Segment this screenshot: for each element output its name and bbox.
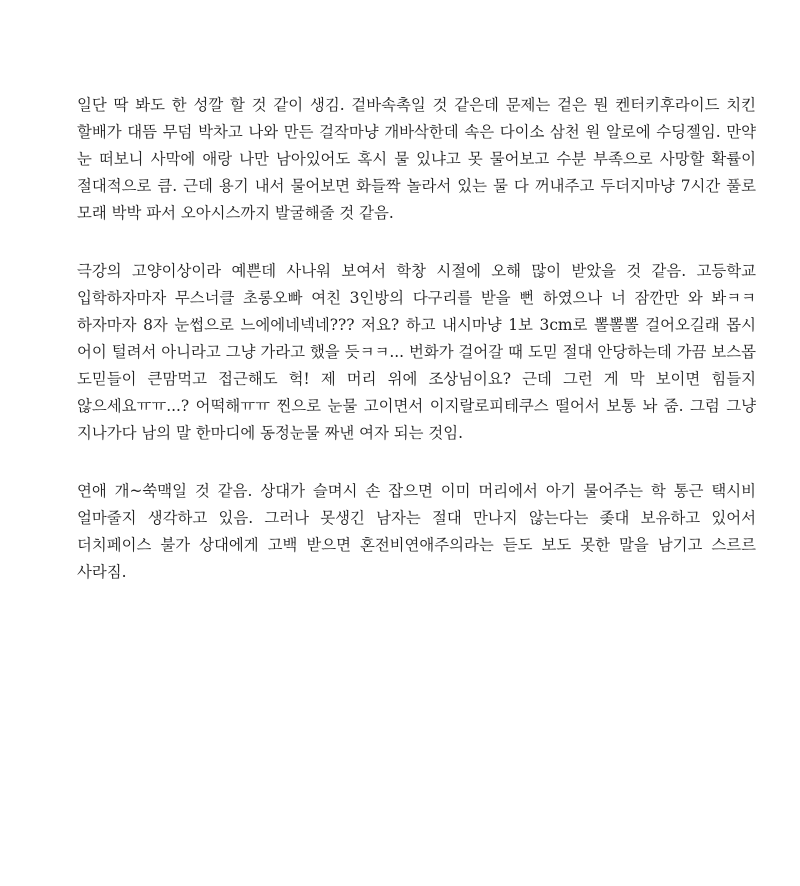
paragraph-3: 연애 개~쑥맥일 것 같음. 상대가 슬며시 손 잡으면 이미 머리에서 아기 물어주는 학 통근 택시비 얼마줄지 생각하고 있음. 그러나 못생긴 남자는 절대 만나지 않는다는 좆대 보유하고 있어서 더치페이스 불가 상대에게 고백 받으면 혼전비연애주의라는 듣도 보도 못한 말을 남기고 스르르 사라짐.: [77, 482, 756, 581]
paragraph-2: 극강의 고양이상이라 예쁜데 사나워 보여서 학창 시절에 오해 많이 받았을 것 같음. 고등학교 입학하자마자 무스너클 초롱오빠 여친 3인방의 다구리를 받을 뻔 하였으나 너 잠깐만 와 봐ㅋㅋ 하자마자 8자 눈썹으로 느에에네넥네??? 저요? 하고 내시마냥 1보 3cm로 뽈뽈뽈 걸어오길래 몹시 어이 털려서 아니라고 그냥 가라고 했을 듯ㅋㅋ... 번화가 걸어갈 때 도믿 절대 안당하는데 가끔 보스몹 도믿들이 큰맘먹고 접근해도 헉! 제 머리 위에 조상님이요? 근데 그런 게 막 보이면 힘들지 않으세요ㅠㅠ...? 어떡해ㅠㅠ 찐으로 눈물 고이면서 이지랄로피테쿠스 떨어서 보통 놔 줌. 그럼 그냥 지나가다 남의 말 한마디에 동정눈물 짜낸 여자 되는 것임.: [77, 262, 756, 442]
paragraph-1: 일단 딱 봐도 한 성깔 할 것 같이 생김. 겉바속촉일 것 같은데 문제는 겉은 뭔 켄터키후라이드 치킨 할배가 대뜸 무덤 박차고 나와 만든 걸작마냥 개바삭한데 속은 다이소 삼천 원 알로에 수딩젤임. 만약 눈 떠보니 사막에 애랑 나만 남아있어도 혹시 물 있냐고 못 물어보고 수분 부족으로 사망할 확률이 절대적으로 큼. 근데 용기 내서 물어보면 화들짝 놀라서 있는 물 다 꺼내주고 두더지마냥 7시간 풀로 모래 박박 파서 오아시스까지 발굴해줄 것 같음.: [77, 96, 756, 222]
